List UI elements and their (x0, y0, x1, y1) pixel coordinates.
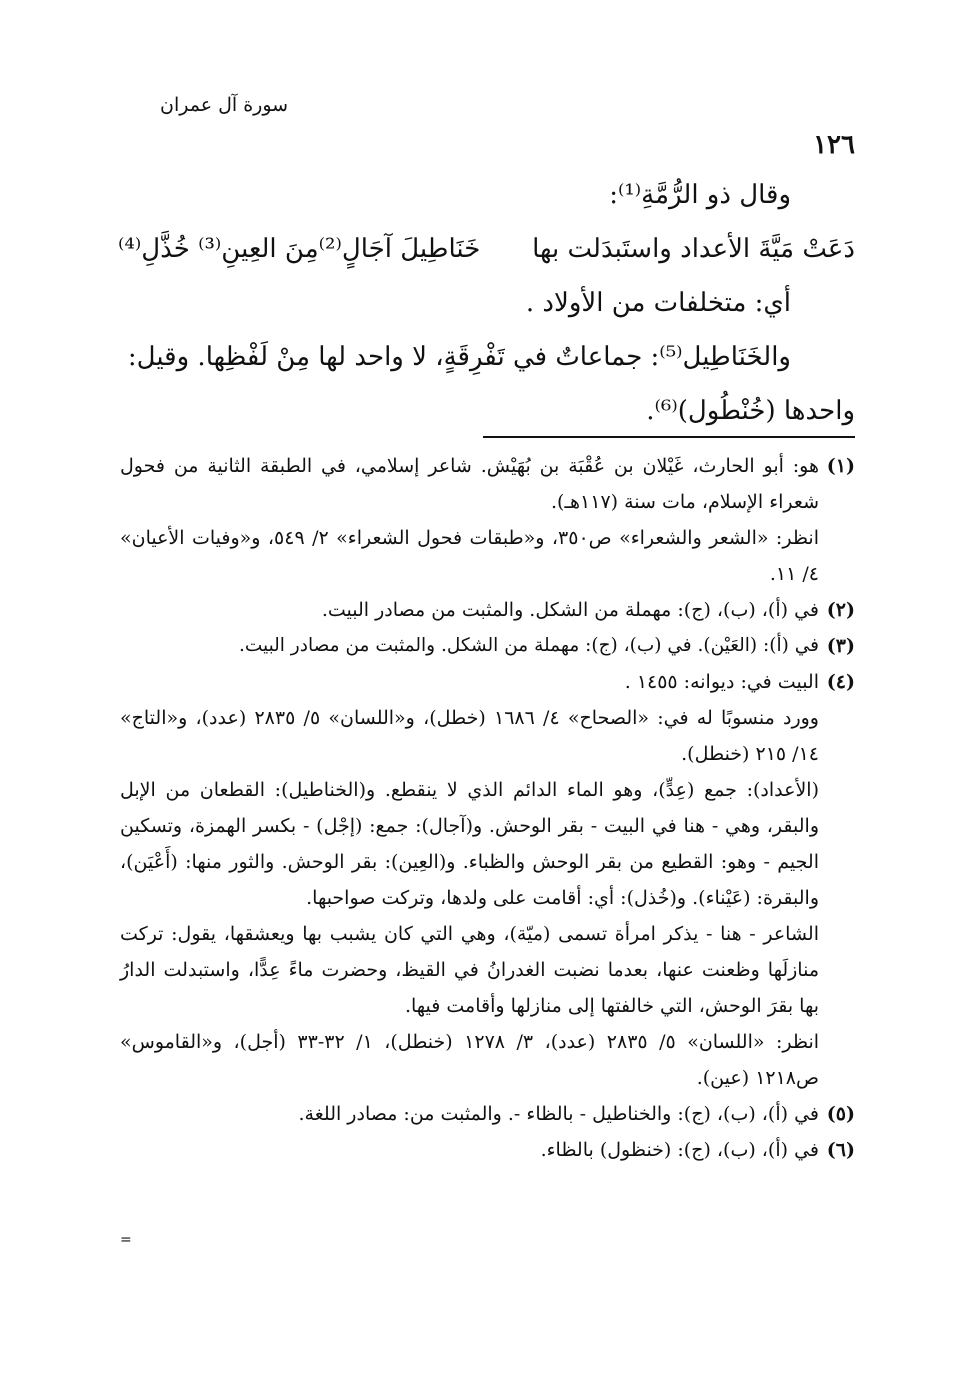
footnotes (120, 448, 855, 1168)
page-number: ١٢٦ (813, 130, 855, 160)
footnote-3 (120, 628, 855, 664)
footnote-1 (120, 448, 855, 592)
footnote-2 (120, 592, 855, 628)
footnote-4 (120, 664, 855, 1096)
footnote-text: هو: أبو الحارث، غَيْلان بن عُقْبَة بن بُهَيْش. شاعر إسلامي، في الطبقة الثانية من فحول شعراء الإسلام، مات سنة (١١٧هـ). (120, 455, 819, 513)
footnote-text: الشاعر - هنا - يذكر امرأة تسمى (ميّة)، وهي التي كان يشبب بها ويعشقها، يقول: تركت منازلَها وظعنت عنها، بعدما نضبت الغدرانُ في القيظ، وحضرت ماءً عِدًّا، واستبدلت الدارُ بها بقرَ الوحش، التي خالفتها إلى منازلها وأقامت فيها. (120, 923, 819, 1017)
footnote-text: وورد منسوبًا له في: «الصحاح» ٤/ ١٦٨٦ (خطل)، و«اللسان» ٥/ ٢٨٣٥ (عدد)، و«التاج» ١٤/ ٢١٥ (خنطل). (120, 707, 819, 765)
footnote-text: في (أ)، (ب)، (ج): مهملة من الشكل. والمثبت من مصادر البيت. (321, 599, 819, 621)
footnote-text: في (أ): (العَيْن). في (ب)، (ج): مهملة من الشكل. والمثبت من مصادر البيت. (238, 635, 819, 656)
footnote-text: البيت في: ديوانه: ١٤٥٥ . (624, 671, 819, 693)
footnote-number: (٦) (826, 1139, 855, 1161)
footnote-text: في (أ)، (ب)، (ج): (خنظول) بالظاء. (540, 1139, 819, 1161)
footnote-text: في (أ)، (ب)، (ج): والخناطيل - بالظاء -. والمثبت من: مصادر اللغة. (298, 1103, 819, 1125)
running-title: سورة آل عمران (160, 94, 289, 116)
footnote-5 (120, 1096, 855, 1132)
footnote-number: (٣) (826, 635, 855, 657)
explanation-line: أي: متخلفات من الأولاد . (525, 288, 791, 318)
verse-second-hemistich: خَنَاطِيلَ آجَالٍ⁽²⁾مِنَ العِينِ⁽³⁾ خُذَّلِ⁽⁴⁾ (118, 234, 481, 264)
poetry-verse (118, 222, 855, 276)
footnote-text: (الأعداد): جمع (عِدٍّ)، وهو الماء الدائم الذي لا ينقطع. و(الخناطيل): القطعان من الإبل والبقر، وهي - هنا في البيت - بقر الوحش. و(آجال): جمع: (إجْل) - بكسر الهمزة، وتسكين الجيم - وهو: القطيع من بقر الوحش والظباء. و(العِين): بقر الوحش. والثور منها: (أَعْيَن)، والبقرة: (عَيْناء). و(خُذل): أي: أقامت على ولدها، وتركت صواحبها. (120, 779, 819, 909)
continuation-mark: = (120, 1232, 132, 1248)
verse-first-hemistich: دَعَتْ مَيَّةَ الأعداد واستَبدَلت بها (532, 234, 855, 264)
footnote-text: انظر: «اللسان» ٥/ ٢٨٣٥ (عدد)، ٣/ ١٢٧٨ (خنطل)، ١/ ٣٢-٣٣ (أجل)، و«القاموس» ص١٢١٨ (عين). (120, 1031, 820, 1089)
footnote-number: (٤) (826, 671, 855, 693)
footnote-text: انظر: «الشعر والشعراء» ص٣٥٠، و«طبقات فحول الشعراء» ٢/ ٥٤٩، و«وفيات الأعيان» ٤/ ١١. (120, 527, 819, 585)
footnote-6 (120, 1132, 855, 1168)
intro-line: وقال ذو الرُّمَّةِ⁽¹⁾: (609, 180, 791, 210)
main-text (118, 168, 855, 438)
footnote-number: (٥) (826, 1103, 855, 1125)
definition-continuation: واحدها (خُنْطُول)⁽⁶⁾. (646, 396, 855, 426)
footnote-number: (٢) (826, 599, 855, 621)
footnote-divider (483, 436, 855, 438)
definition-line: والخَنَاطِيل⁽⁵⁾: جماعاتٌ في تَفْرِقَةٍ، لا واحد لها مِنْ لَفْظِها. وقيل: (127, 342, 791, 372)
page-header (160, 92, 855, 160)
footnote-number: (١) (826, 455, 855, 477)
